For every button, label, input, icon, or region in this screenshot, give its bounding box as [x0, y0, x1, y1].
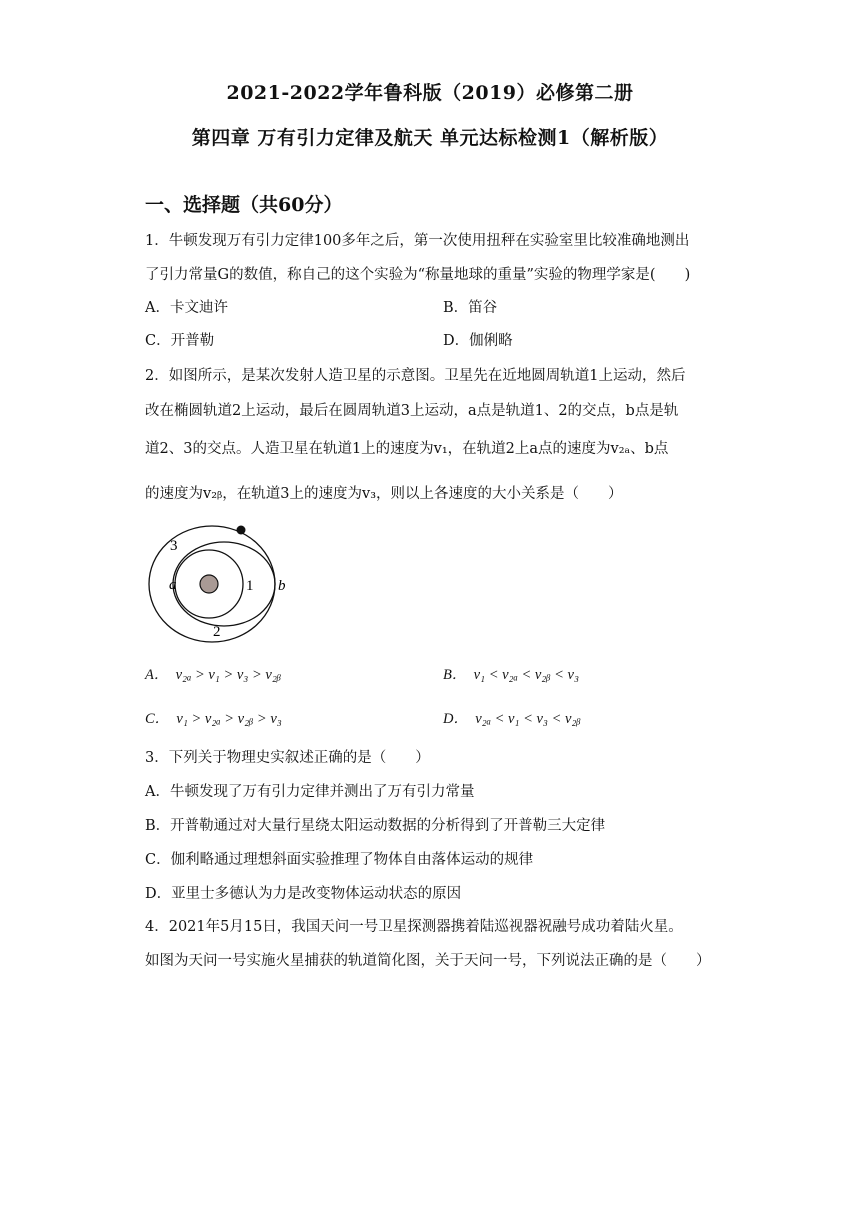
q1-option-d: D．伽俐略	[443, 333, 513, 349]
satellite-icon	[237, 526, 246, 535]
document-title-line2: 第四章 万有引力定律及航天 单元达标检测1（解析版）	[191, 127, 669, 149]
section-heading: 一、选择题（共60分）	[145, 194, 343, 216]
orbit-1-label: 1	[246, 578, 254, 594]
q2-option-b: B． v₁ < v₂ₐ < v₂ᵦ < v₃	[443, 667, 579, 683]
orbit-2-label: 2	[213, 624, 221, 640]
q3-stem: 3．下列关于物理史实叙述正确的是（ ）	[145, 750, 430, 766]
q2-option-c: C． v₁ > v₂ₐ > v₂ᵦ > v₃	[145, 711, 282, 727]
q3-option-d: D．亚里士多德认为力是改变物体运动状态的原因	[145, 886, 462, 902]
q2-stem-line1: 2．如图所示，是某次发射人造卫星的示意图。卫星先在近地圆周轨道1上运动，然后	[145, 368, 686, 384]
q1-option-b: B．笛谷	[443, 300, 498, 316]
earth-icon	[200, 575, 218, 593]
q1-option-c: C．开普勒	[145, 333, 215, 349]
q1-stem-line2: 了引力常量G的数值，称自己的这个实验为“称量地球的重量”实验的物理学家是( )	[145, 267, 691, 283]
q3-option-c: C．伽利略通过理想斜面实验推理了物体自由落体运动的规律	[145, 852, 534, 868]
orbit-2-ellipse	[173, 542, 275, 626]
point-b-label: b	[278, 578, 286, 594]
q3-option-a: A．牛顿发现了万有引力定律并测出了万有引力常量	[145, 784, 475, 800]
q1-option-a: A．卡文迪许	[145, 300, 228, 316]
point-a-label: a	[169, 577, 177, 593]
q2-option-a: A． v₂ₐ > v₁ > v₃ > v₂ᵦ	[145, 667, 281, 683]
q4-stem-line2: 如图为天问一号实施火星捕获的轨道简化图，关于天问一号，下列说法正确的是（ ）	[145, 953, 711, 969]
q1-stem-line1: 1．牛顿发现万有引力定律100多年之后，第一次使用扭秤在实验室里比较准确地测出	[145, 233, 690, 249]
q2-stem-line2: 改在椭圆轨道2上运动，最后在圆周轨道3上运动，a点是轨道1、2的交点，b点是轨	[145, 403, 679, 419]
orbit-3-label: 3	[170, 538, 178, 554]
q4-stem-line1: 4．2021年5月15日，我国天问一号卫星探测器携着陆巡视器祝融号成功着陆火星。	[145, 919, 683, 935]
q2-option-d: D． v₂ₐ < v₁ < v₃ < v₂ᵦ	[443, 711, 581, 727]
q2-stem-line3: 道2、3的交点。人造卫星在轨道1上的速度为v₁，在轨道2上a点的速度为v₂ₐ、b点	[145, 441, 669, 457]
q2-stem-line4: 的速度为v₂ᵦ，在轨道3上的速度为v₃，则以上各速度的大小关系是（ ）	[145, 486, 623, 502]
q3-option-b: B．开普勒通过对大量行星绕太阳运动数据的分析得到了开普勒三大定律	[145, 818, 606, 834]
document-title-line1: 2021-2022学年鲁科版（2019）必修第二册	[226, 82, 634, 104]
orbit-diagram	[145, 520, 305, 645]
